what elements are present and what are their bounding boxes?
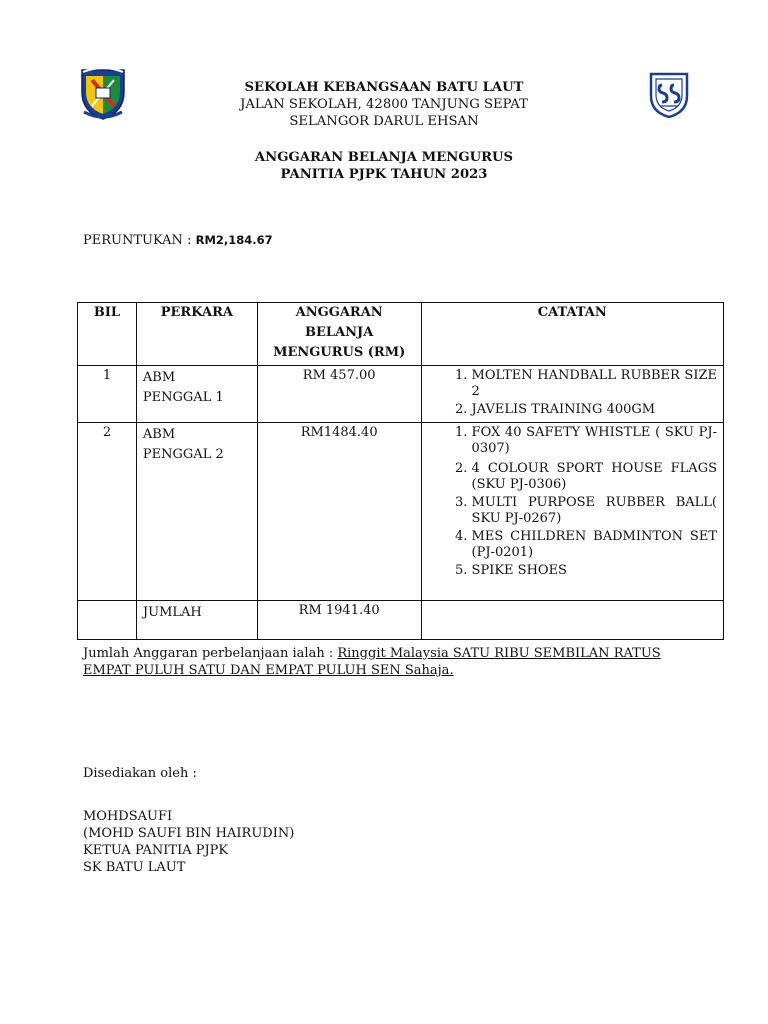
signature-name: MOHDSAUFI xyxy=(83,809,173,824)
table-row xyxy=(78,423,724,601)
row-catatan xyxy=(421,423,723,601)
row-perkara xyxy=(136,366,257,423)
school-address-line1: JALAN SEKOLAH, 42800 TANJUNG SEPAT xyxy=(240,97,528,112)
table-header-row xyxy=(78,303,724,366)
row-perkara-line1: ABM xyxy=(142,370,176,385)
row-perkara-line2: PENGGAL 1 xyxy=(142,390,224,405)
summary-amount-line2: EMPAT PULUH SATU DAN EMPAT PULUH SEN Sahaja. xyxy=(83,663,454,678)
table-total-row xyxy=(78,601,724,640)
row-anggaran: RM1484.40 xyxy=(257,423,421,601)
allocation-value: RM2,184.67 xyxy=(195,233,273,247)
note-item: 5. SPIKE SHOES xyxy=(472,563,717,579)
signatory-full-name: (MOHD SAUFI BIN HAIRUDIN) xyxy=(83,826,295,841)
budget-table xyxy=(77,302,724,640)
notes-list xyxy=(428,425,717,579)
school-address-line2: SELANGOR DARUL EHSAN xyxy=(289,114,479,129)
summary-text xyxy=(83,645,683,679)
signatory-school: SK BATU LAUT xyxy=(83,860,186,875)
prepared-by-label: Disediakan oleh : xyxy=(83,766,197,781)
signature-block xyxy=(83,765,294,876)
school-crest-logo xyxy=(78,64,128,120)
total-value: RM 1941.40 xyxy=(257,601,421,640)
header-anggaran-line2: MENGURUS (RM) xyxy=(273,345,406,360)
note-item: 2. 4 COLOUR SPORT HOUSE FLAGS (SKU PJ-0306) xyxy=(472,461,717,493)
note-item: 3. MULTI PURPOSE RUBBER BALL( SKU PJ-0267) xyxy=(472,495,717,527)
header-catatan: CATATAN xyxy=(421,303,723,366)
note-item: 4. MES CHILDREN BADMINTON SET (PJ-0201) xyxy=(472,529,717,561)
emblem-logo xyxy=(648,70,690,118)
row-perkara-line1: ABM xyxy=(142,427,176,442)
row-bil: 1 xyxy=(78,366,137,423)
row-bil: 2 xyxy=(78,423,137,601)
total-catatan-empty xyxy=(421,601,723,640)
header-anggaran xyxy=(257,303,421,366)
note-item: 1. MOLTEN HANDBALL RUBBER SIZE 2 xyxy=(472,368,717,400)
total-label: JUMLAH xyxy=(136,601,257,640)
total-bil-empty xyxy=(78,601,137,640)
row-catatan xyxy=(421,366,723,423)
note-item: 2. JAVELIS TRAINING 400GM xyxy=(472,402,717,418)
header-perkara: PERKARA xyxy=(136,303,257,366)
row-perkara xyxy=(136,423,257,601)
document-title-line1: ANGGARAN BELANJA MENGURUS xyxy=(254,150,514,165)
notes-list xyxy=(428,368,717,418)
row-perkara-line2: PENGGAL 2 xyxy=(142,447,224,462)
header-anggaran-line1: ANGGARAN BELANJA xyxy=(295,305,383,340)
school-name: SEKOLAH KEBANGSAAN BATU LAUT xyxy=(244,80,524,95)
signatory-position: KETUA PANITIA PJPK xyxy=(83,843,229,858)
summary-amount-line1: Ringgit Malaysia SATU RIBU SEMBILAN RATUS xyxy=(337,646,661,661)
allocation-label: PERUNTUKAN : xyxy=(83,233,192,248)
row-anggaran: RM 457.00 xyxy=(257,366,421,423)
document-title xyxy=(150,149,618,183)
school-header xyxy=(150,79,618,130)
table-row xyxy=(78,366,724,423)
document-title-line2: PANITIA PJPK TAHUN 2023 xyxy=(280,167,488,182)
header-bil: BIL xyxy=(78,303,137,366)
allocation xyxy=(83,233,273,248)
summary-prefix: Jumlah Anggaran perbelanjaan ialah : xyxy=(83,646,338,661)
note-item: 1. FOX 40 SAFETY WHISTLE ( SKU PJ-0307) xyxy=(472,425,717,457)
